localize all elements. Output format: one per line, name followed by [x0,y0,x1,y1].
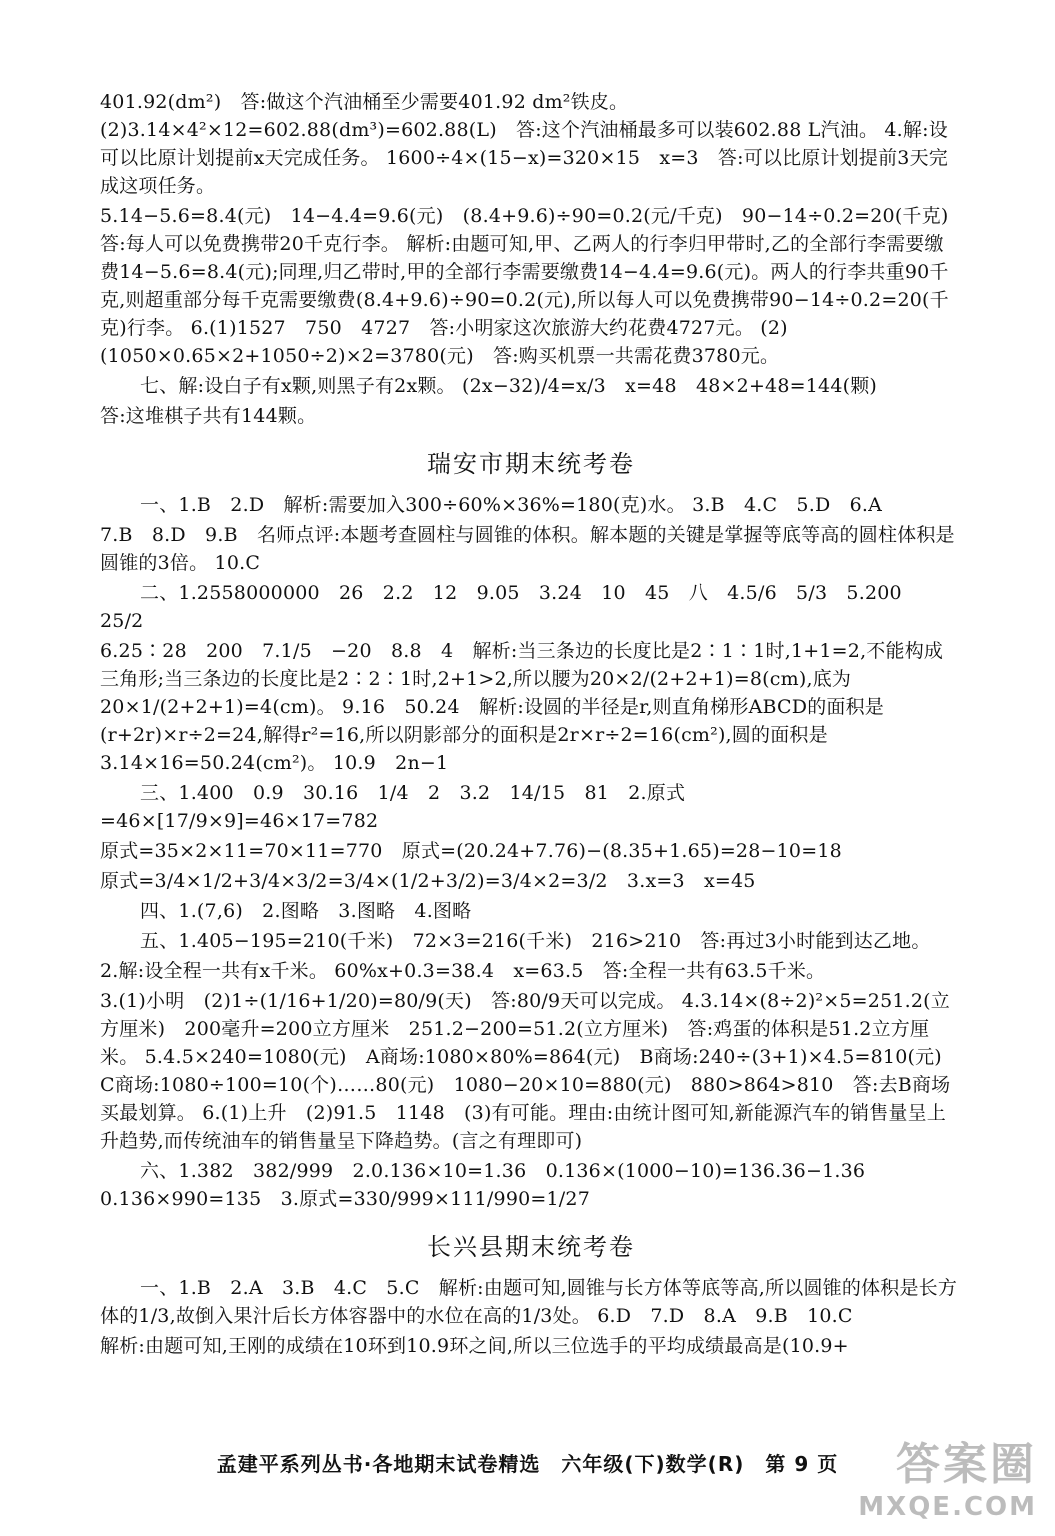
watermark-logo [858,1428,1037,1522]
section-title-changxing: 长兴县期末统考卷 [427,1233,635,1261]
paragraph-14: 2.解:设全程一共有x千米。 60%x+0.3=38.4 x=63.5 答:全程一共有63.5千米。 [100,960,826,982]
paragraph-17: 一、1.B 2.A 3.B 4.C 5.C 解析:由题可知,圆锥与长方体等底等高,所以圆锥的体积是长方体的1/3,故倒入果汁后长方体容器中的水位在高的1/3处。 6.D 7.D 8.A 9.B 10.C [100,1277,958,1327]
paragraph-2: 5.14−5.6=8.4(元) 14−4.4=9.6(元) (8.4+9.6)÷90=0.2(元/千克) 90−14÷0.2=20(千克) 答:每人可以免费携带20千克行李。 解析:由题可知,甲、乙两人的行李归甲带时,乙的全部行李需要缴费14−5.6=8.4(元);同理,归乙带时,甲的全部行李需要缴费14−4.4=9.6(元)。两人的行李共重90千克,则超重部分每千克需要缴费(8.4+9.6)÷90=0.2(元),所以每人可以免费携带90−14÷0.2=20(千克)行李。 6.(1)1527 750 4727 答:小明家这次旅游大约花费4727元。 (2)(1050×0.65×2+1050÷2)×2=3780(元) 答:购买机票一共需花费3780元。 [100,205,968,367]
paragraph-1: 401.92(dm²) 答:做这个汽油桶至少需要401.92 dm²铁皮。 (2)3.14×4²×12=602.88(dm³)=602.88(L) 答:这个汽油桶最多可以装602.88 L汽油。 4.解:设可以比原计划提前x天完成任务。 1600÷4×(15−x)=320×15 x=3 答:可以比原计划提前3天完成这项任务。 [100,91,948,197]
paragraph-6: 7.B 8.D 9.B 名师点评:本题考查圆柱与圆锥的体积。解本题的关键是掌握等底等高的圆柱体积是圆锥的3倍。 10.C [100,524,955,574]
paragraph-11: 原式=3/4×1/2+3/4×3/2=3/4×(1/2+3/2)=3/4×2=3/2 3.x=3 x=45 [100,870,756,892]
paragraph-5: 一、1.B 2.D 解析:需要加入300÷60%×36%=180(克)水。 3.B 4.C 5.D 6.A [140,494,883,516]
paragraph-8: 6.25∶28 200 7.1/5 −20 8.8 4 解析:当三条边的长度比是2∶1∶1时,1+1=2,不能构成三角形;当三条边的长度比是2∶2∶1时,2+1>2,所以腰为20×2/(2+2+1)=8(cm),底为20×1/(2+2+1)=4(cm)。 9.16 50.24 解析:设圆的半径是r,则直角梯形ABCD的面积是(r+2r)×r÷2=24,解得r²=16,所以阴影部分的面积是2r×r÷2=16(cm²),圆的面积是3.14×16=50.24(cm²)。 10.9 2n−1 [100,640,944,774]
paragraph-3: 七、解:设白子有x颗,则黑子有2x颗。 (2x−32)/4=x/3 x=48 48×2+48=144(颗) [140,375,878,397]
paragraph-10: 原式=35×2×11=70×11=770 原式=(20.24+7.76)−(8.35+1.65)=28−10=18 [100,840,842,862]
paragraph-15: 3.(1)小明 (2)1÷(1/16+1/20)=80/9(天) 答:80/9天可以完成。 4.3.14×(8÷2)²×5=251.2(立方厘米) 200毫升=200立方厘米 251.2−200=51.2(立方厘米) 答:鸡蛋的体积是51.2立方厘米。 5.4.5×240=1080(元) A商场:1080×80%=864(元) B商场:240÷(3+1)×4.5=810(元) C商场:1080÷100=10(个)……80(元) 1080−20×10=880(元) 880>864>810 答:去B商场买最划算。 6.(1)上升 (2)91.5 1148 (3)有可能。理由:由统计图可知,新能源汽车的销售量呈上升趋势,而传统油车的销售量呈下降趋势。(言之有理即可) [100,990,962,1152]
paragraph-16: 六、1.382 382/999 2.0.136×10=1.36 0.136×(1000−10)=136.36−1.36 0.136×990=135 3.原式=330/999×111/990=1/27 [100,1160,885,1210]
paragraph-9: 三、1.400 0.9 30.16 1/4 2 3.2 14/15 81 2.原式=46×[17/9×9]=46×17=782 [100,782,686,832]
answer-page [100,88,968,1362]
watermark-top: 答案圈 [896,1439,1037,1490]
paragraph-7: 二、1.2558000000 26 2.2 12 9.05 3.24 10 45 八 4.5/6 5/3 5.200 25/2 [100,582,922,632]
paragraph-4: 答:这堆棋子共有144颗。 [100,405,317,427]
paragraph-12: 四、1.(7,6) 2.图略 3.图略 4.图略 [140,900,472,922]
paragraph-13: 五、1.405−195=210(千米) 72×3=216(千米) 216>210 答:再过3小时能到达乙地。 [140,930,931,952]
watermark-bottom: MXQE.COM [858,1492,1037,1522]
page-footer: 孟建平系列丛书·各地期末试卷精选 六年级(下)数学(R) 第 9 页 [216,1452,839,1476]
section-title-ruian: 瑞安市期末统考卷 [427,450,635,478]
paragraph-18: 解析:由题可知,王刚的成绩在10环到10.9环之间,所以三位选手的平均成绩最高是(10.9+ [100,1335,849,1357]
